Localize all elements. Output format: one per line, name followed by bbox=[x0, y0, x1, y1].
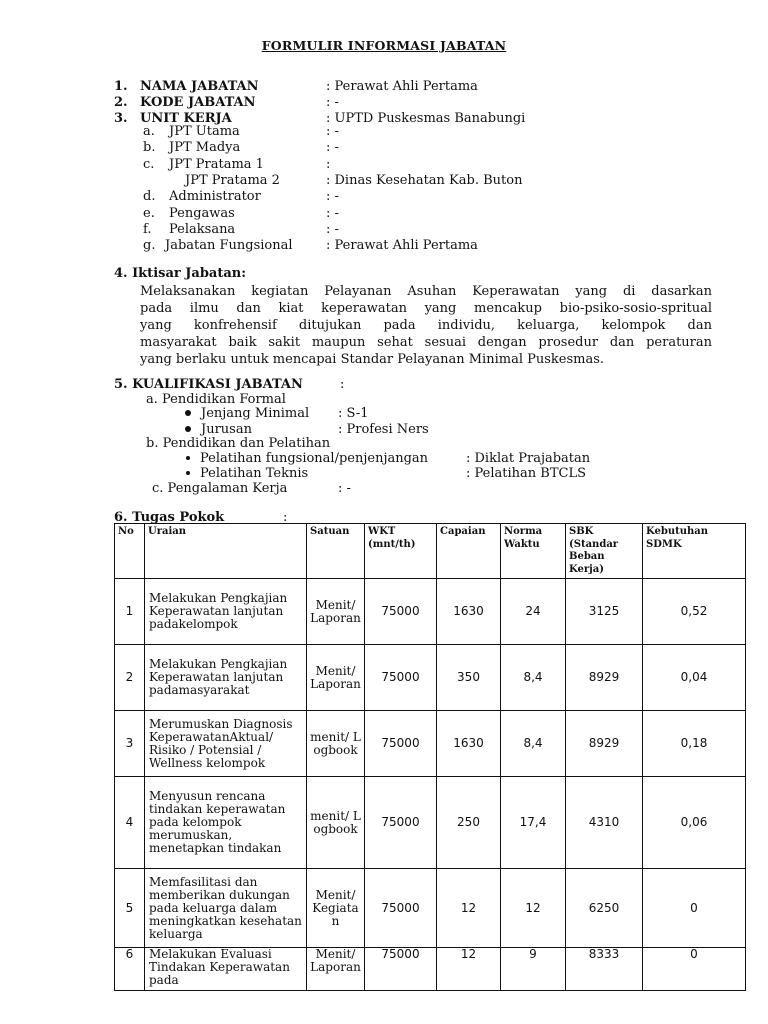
header-wkt: WKT (mnt/th) bbox=[365, 524, 437, 579]
pelatihan-teknis-label: Pelatihan Teknis bbox=[200, 466, 309, 481]
sub-value-pengawas: : - bbox=[326, 206, 339, 221]
cell-norma-waktu: 8,4 bbox=[501, 711, 566, 777]
table-header-row bbox=[115, 524, 746, 579]
cell-kebutuhan-sdmk: 0,06 bbox=[643, 777, 746, 869]
cell-uraian: Melakukan Evaluasi Tindakan Keperawatan pada bbox=[145, 948, 307, 991]
sub-value-jpt-pratama-2: : Dinas Kesehatan Kab. Buton bbox=[326, 173, 523, 188]
jenjang-minimal-label: Jenjang Minimal bbox=[201, 406, 310, 421]
cell-sbk: 3125 bbox=[566, 579, 643, 645]
table-row bbox=[115, 777, 746, 869]
table-row bbox=[115, 579, 746, 645]
sub-value-jpt-madya: : - bbox=[326, 140, 339, 155]
cell-sbk: 8929 bbox=[566, 711, 643, 777]
cell-capaian: 1630 bbox=[437, 579, 501, 645]
cell-satuan: Menit/ Laporan bbox=[307, 579, 365, 645]
cell-wkt: 75000 bbox=[365, 645, 437, 711]
sub-letter-f: f. bbox=[143, 222, 152, 237]
cell-sbk: 8333 bbox=[566, 948, 643, 991]
table-row bbox=[115, 869, 746, 948]
item-num-3: 3. bbox=[114, 111, 128, 126]
jenjang-minimal-item bbox=[185, 406, 309, 422]
sub-label-jabatan-fungsional: Jabatan Fungsional bbox=[165, 238, 293, 253]
cell-satuan: menit/ Logbook bbox=[307, 777, 365, 869]
sub-label-administrator: Administrator bbox=[169, 189, 261, 204]
cell-uraian: Melakukan Pengkajian Keperawatan lanjutan padamasyarakat bbox=[145, 645, 307, 711]
cell-no: 2 bbox=[115, 645, 145, 711]
sub-value-administrator: : - bbox=[326, 189, 339, 204]
cell-uraian: Merumuskan Diagnosis KeperawatanAktual/ Risiko / Potensial / Wellness kelompok bbox=[145, 711, 307, 777]
cell-kebutuhan-sdmk: 0,18 bbox=[643, 711, 746, 777]
ikhtisar-line: masyarakat baik sakit maupun sehat sesuai dengan prosedur dan peraturan bbox=[140, 335, 712, 350]
cell-kebutuhan-sdmk: 0,04 bbox=[643, 645, 746, 711]
header-capaian: Capaian bbox=[437, 524, 501, 579]
cell-capaian: 1630 bbox=[437, 711, 501, 777]
cell-uraian: Memfasilitasi dan memberikan dukungan pada keluarga dalam meningkatkan kesehatan keluarga bbox=[145, 869, 307, 948]
section4-heading: 4. Iktisar Jabatan: bbox=[114, 266, 247, 281]
tugas-pokok-table bbox=[114, 523, 746, 991]
pendidikan-pelatihan-label: b. Pendidikan dan Pelatihan bbox=[146, 436, 331, 451]
cell-sbk: 6250 bbox=[566, 869, 643, 948]
label-unit-kerja: UNIT KERJA bbox=[140, 111, 232, 126]
pelatihan-teknis-value: : Pelatihan BTCLS bbox=[466, 466, 586, 481]
cell-norma-waktu: 9 bbox=[501, 948, 566, 991]
section5-heading: 5. KUALIFIKASI JABATAN bbox=[114, 377, 303, 392]
pengalaman-kerja-value: : - bbox=[338, 481, 351, 496]
ikhtisar-line: yang konfrehensif ditujukan pada individu, keluarga, kelompok dan bbox=[140, 318, 712, 333]
sub-label-jpt-pratama-2: JPT Pratama 2 bbox=[185, 173, 280, 188]
cell-capaian: 12 bbox=[437, 948, 501, 991]
sub-label-jpt-utama: JPT Utama bbox=[169, 124, 240, 139]
cell-satuan: menit/ Logbook bbox=[307, 711, 365, 777]
sub-label-jpt-madya: JPT Madya bbox=[169, 140, 241, 155]
jurusan-value: : Profesi Ners bbox=[338, 422, 429, 437]
ikhtisar-line: yang berlaku untuk mencapai Standar Pelayanan Minimal Puskesmas. bbox=[140, 352, 605, 367]
pengalaman-kerja-label: c. Pengalaman Kerja bbox=[152, 481, 288, 496]
cell-kebutuhan-sdmk: 0 bbox=[643, 948, 746, 991]
pelatihan-fungsional-value: : Diklat Prajabatan bbox=[466, 451, 591, 466]
jenjang-minimal-value: : S-1 bbox=[338, 406, 369, 421]
sub-letter-b: b. bbox=[143, 140, 156, 155]
cell-no: 1 bbox=[115, 579, 145, 645]
cell-no: 5 bbox=[115, 869, 145, 948]
cell-wkt: 75000 bbox=[365, 711, 437, 777]
bullet-icon bbox=[186, 456, 190, 460]
value-unit-kerja: : UPTD Puskesmas Banabungi bbox=[326, 111, 526, 126]
cell-no: 6 bbox=[115, 948, 145, 991]
sub-value-jpt-utama: : - bbox=[326, 124, 339, 139]
header-norma-waktu: Norma Waktu bbox=[501, 524, 566, 579]
pelatihan-teknis-item bbox=[186, 466, 308, 482]
section5-colon: : bbox=[340, 377, 345, 392]
cell-norma-waktu: 24 bbox=[501, 579, 566, 645]
cell-no: 3 bbox=[115, 711, 145, 777]
section6-heading: 6. Tugas Pokok bbox=[114, 510, 225, 525]
label-nama-jabatan: NAMA JABATAN bbox=[140, 79, 259, 94]
sub-letter-a: a. bbox=[143, 124, 155, 139]
sub-letter-e: e. bbox=[143, 206, 155, 221]
jurusan-label: Jurusan bbox=[201, 422, 252, 437]
cell-uraian: Menyusun rencana tindakan keperawatan pada kelompok merumuskan, menetapkan tindakan bbox=[145, 777, 307, 869]
header-uraian: Uraian bbox=[145, 524, 307, 579]
value-nama-jabatan: : Perawat Ahli Pertama bbox=[326, 79, 478, 94]
header-kebutuhan-sdmk: Kebutuhan SDMK bbox=[643, 524, 746, 579]
cell-satuan: Menit/ Kegiatan bbox=[307, 869, 365, 948]
cell-uraian: Melakukan Pengkajian Keperawatan lanjutan padakelompok bbox=[145, 579, 307, 645]
item-num-1: 1. bbox=[114, 79, 128, 94]
sub-value-pelaksana: : - bbox=[326, 222, 339, 237]
sub-letter-c: c. bbox=[143, 157, 155, 172]
table-row bbox=[115, 711, 746, 777]
label-kode-jabatan: KODE JABATAN bbox=[140, 95, 256, 110]
cell-kebutuhan-sdmk: 0,52 bbox=[643, 579, 746, 645]
cell-wkt: 75000 bbox=[365, 777, 437, 869]
cell-norma-waktu: 12 bbox=[501, 869, 566, 948]
cell-capaian: 250 bbox=[437, 777, 501, 869]
cell-capaian: 12 bbox=[437, 869, 501, 948]
cell-satuan: Menit/ Laporan bbox=[307, 948, 365, 991]
ikhtisar-line: Melaksanakan kegiatan Pelayanan Asuhan Keperawatan yang di dasarkan bbox=[140, 284, 712, 299]
sub-letter-d: d. bbox=[143, 189, 156, 204]
sub-label-pelaksana: Pelaksana bbox=[169, 222, 236, 237]
cell-norma-waktu: 17,4 bbox=[501, 777, 566, 869]
header-no: No bbox=[115, 524, 145, 579]
ikhtisar-line: pada ilmu dan kiat keperawatan yang mencakup bio-psiko-sosio-spritual bbox=[140, 301, 712, 316]
cell-capaian: 350 bbox=[437, 645, 501, 711]
sub-value-jabatan-fungsional: : Perawat Ahli Pertama bbox=[326, 238, 478, 253]
sub-label-jpt-pratama-1: JPT Pratama 1 bbox=[169, 157, 264, 172]
cell-wkt: 75000 bbox=[365, 948, 437, 991]
bullet-icon bbox=[185, 410, 191, 416]
bullet-icon bbox=[185, 426, 191, 432]
form-title: FORMULIR INFORMASI JABATAN bbox=[261, 38, 507, 53]
cell-norma-waktu: 8,4 bbox=[501, 645, 566, 711]
cell-satuan: Menit/ Laporan bbox=[307, 645, 365, 711]
cell-no: 4 bbox=[115, 777, 145, 869]
bullet-icon bbox=[186, 471, 190, 475]
sub-letter-g: g. bbox=[143, 238, 156, 253]
value-kode-jabatan: : - bbox=[326, 95, 339, 110]
table-row bbox=[115, 645, 746, 711]
cell-wkt: 75000 bbox=[365, 579, 437, 645]
cell-wkt: 75000 bbox=[365, 869, 437, 948]
section6-colon: : bbox=[283, 510, 288, 525]
header-satuan: Satuan bbox=[307, 524, 365, 579]
item-num-2: 2. bbox=[114, 95, 128, 110]
table-row bbox=[115, 948, 746, 991]
pelatihan-fungsional-item bbox=[186, 451, 428, 467]
ikhtisar-paragraph bbox=[140, 283, 712, 368]
header-sbk: SBK (Standar Beban Kerja) bbox=[566, 524, 643, 579]
cell-kebutuhan-sdmk: 0 bbox=[643, 869, 746, 948]
pelatihan-fungsional-label: Pelatihan fungsional/penjenjangan bbox=[200, 451, 429, 466]
sub-value-jpt-pratama-1: : bbox=[326, 157, 331, 172]
cell-sbk: 8929 bbox=[566, 645, 643, 711]
sub-label-pengawas: Pengawas bbox=[169, 206, 235, 221]
cell-sbk: 4310 bbox=[566, 777, 643, 869]
pendidikan-formal-label: a. Pendidikan Formal bbox=[146, 392, 286, 407]
